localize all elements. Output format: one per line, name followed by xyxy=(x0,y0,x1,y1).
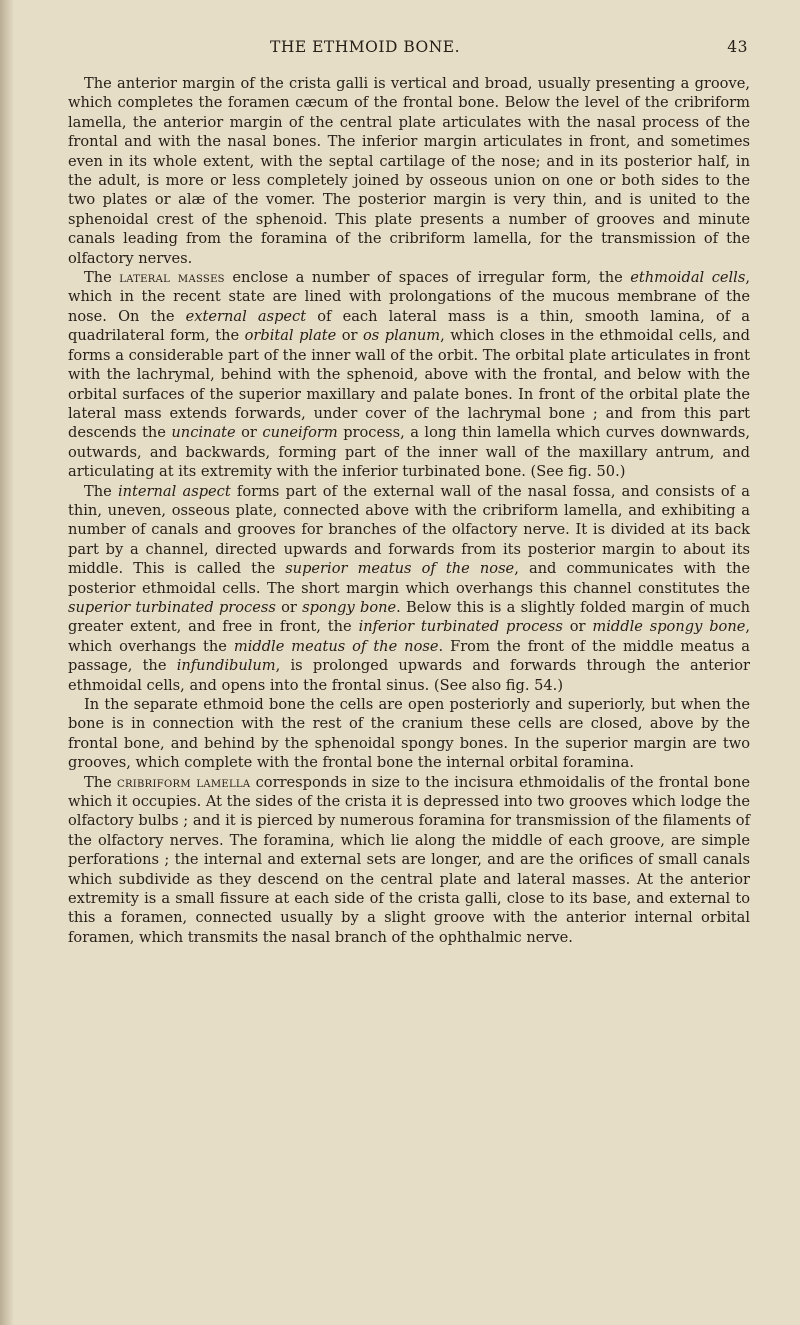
page-number: 43 xyxy=(727,38,748,56)
text-run: , is prolonged upwards and forwards through the anterior ethmoidal cells, and opens into the frontal sinus. (See also fig. 54.) xyxy=(68,657,750,694)
italic-term: external aspect xyxy=(185,307,307,325)
text-run: The xyxy=(84,482,118,500)
italic-term: middle meatus of the nose xyxy=(233,637,439,655)
text-run: or xyxy=(562,618,593,636)
paragraph-internal-aspect xyxy=(68,482,750,695)
paragraph-crista-galli-margins xyxy=(68,74,750,268)
text-run: , which closes in the ethmoidal cells, and forms a considerable part of the inner wall of the orbit. The orbital plate articulates in front with the lachrymal, behind with the sphenoid, above with the frontal, and below with the orbital surfaces of the superior maxillary and palate bones. In front of the orbital plate the lateral mass extends forwards, under cover of the lachrymal bone ; and from this part descends the xyxy=(68,327,750,442)
italic-term: superior meatus of the nose xyxy=(285,560,515,578)
italic-term: uncinate xyxy=(171,424,236,442)
italic-term: infundibulum xyxy=(176,657,276,675)
paragraph-cribriform-lamella xyxy=(68,773,750,948)
paragraph-lateral-masses xyxy=(68,268,750,481)
text-run: or xyxy=(336,327,363,345)
text-run: In the separate ethmoid bone the cells are open posteriorly and superiorly, but when the bone is in connection with the rest of the cranium these cells are closed, above by the frontal bone, and behind by the sphenoidal spongy bones. In the superior margin are two grooves, which complete with the frontal bone the internal orbital foramina. xyxy=(68,696,750,772)
body-text xyxy=(68,74,750,947)
text-run: or xyxy=(275,598,303,616)
text-run: . Below this is a slightly folded margin of much greater extent, and free in front, the xyxy=(68,598,751,636)
text-run: , which in the recent state are lined with prolongations of the mucous membrane of the nose. On the xyxy=(68,269,750,325)
text-run: , which overhangs the xyxy=(68,618,750,655)
small-caps-heading: lateral masses xyxy=(119,269,225,287)
running-title: THE ETHMOID BONE. xyxy=(270,38,461,56)
italic-term: ethmoidal cells xyxy=(630,269,746,287)
text-run: The xyxy=(84,773,117,791)
text-run: forms part of the external wall of the nasal fossa, and consists of a thin, uneven, osseous plate, connected above with the cribriform lamella, and exhibiting a number of canals and grooves for branches of the olfactory nerve. It is divided at its back part by a channel, directed upwards and forwards from its posterior margin to about its middle. This is called the xyxy=(68,482,750,578)
running-header xyxy=(270,38,750,56)
text-run: of each lateral mass is a thin, smooth lamina, of a quadrilateral form, the xyxy=(68,307,750,345)
text-run: enclose a number of spaces of irregular form, the xyxy=(224,269,631,287)
italic-term: internal aspect xyxy=(117,482,231,500)
italic-term: cuneiform xyxy=(262,424,338,442)
text-run: . From the front of the middle meatus a passage, the xyxy=(68,637,750,675)
text-run: , and communicates with the posterior ethmoidal cells. The short margin which overhangs this channel constitutes the xyxy=(68,560,750,597)
text-run: The anterior margin of the crista galli is vertical and broad, usually presenting a groove, which completes the foramen cæcum of the frontal bone. Below the level of the cribriform lamella, the anterior margin of the central plate articulates with the nasal process of the frontal and with the nasal bones. The inferior margin articulates in front, and sometimes even in its whole extent, with the septal cartilage of the nose; and in its posterior half, in the adult, is more or less completely joined by osseous union on one or both sides to the two plates or alæ of the vomer. The posterior margin is very thin, and is united to the sphenoidal crest of the sphenoid. This plate presents a number of grooves and minute canals leading from the foramina of the cribriform lamella, for the transmission of the olfactory nerves. xyxy=(68,75,750,267)
paragraph-separate-ethmoid xyxy=(68,695,750,773)
text-run: or xyxy=(235,424,263,442)
text-run: The xyxy=(84,269,120,287)
small-caps-heading: cribriform lamella xyxy=(117,773,251,791)
italic-term: middle spongy bone xyxy=(592,618,746,636)
text-run: process, a long thin lamella which curves downwards, outwards, and backwards, forming part of the inner wall of the maxillary antrum, and articulating at its extremity with the inferior turbinated bone. (See fig. 50.) xyxy=(68,424,751,481)
text-run: corresponds in size to the incisura ethmoidalis of the frontal bone which it occupies. At the sides of the crista it is depressed into two grooves which lodge the olfactory bulbs ; and it is pierced by numerous foramina for transmission of the filaments of the olfactory nerves. The foramina, which lie along the middle of each groove, are simple perforations ; the internal and external sets are longer, and are the orifices of small canals which subdivide as they descend on the central plate and lateral masses. At the anterior extremity is a small fissure at each side of the crista galli, close to its base, and external to this a foramen, connected usually by a slight groove with the anterior internal orbital foramen, which transmits the nasal branch of the ophthalmic nerve. xyxy=(68,773,750,946)
page-gutter-shadow xyxy=(0,0,14,1325)
italic-term: orbital plate xyxy=(244,327,337,345)
italic-term: superior turbinated process xyxy=(68,598,276,616)
italic-term: inferior turbinated process xyxy=(358,618,563,636)
italic-term: spongy bone xyxy=(302,598,397,616)
italic-term: os planum xyxy=(363,327,441,345)
